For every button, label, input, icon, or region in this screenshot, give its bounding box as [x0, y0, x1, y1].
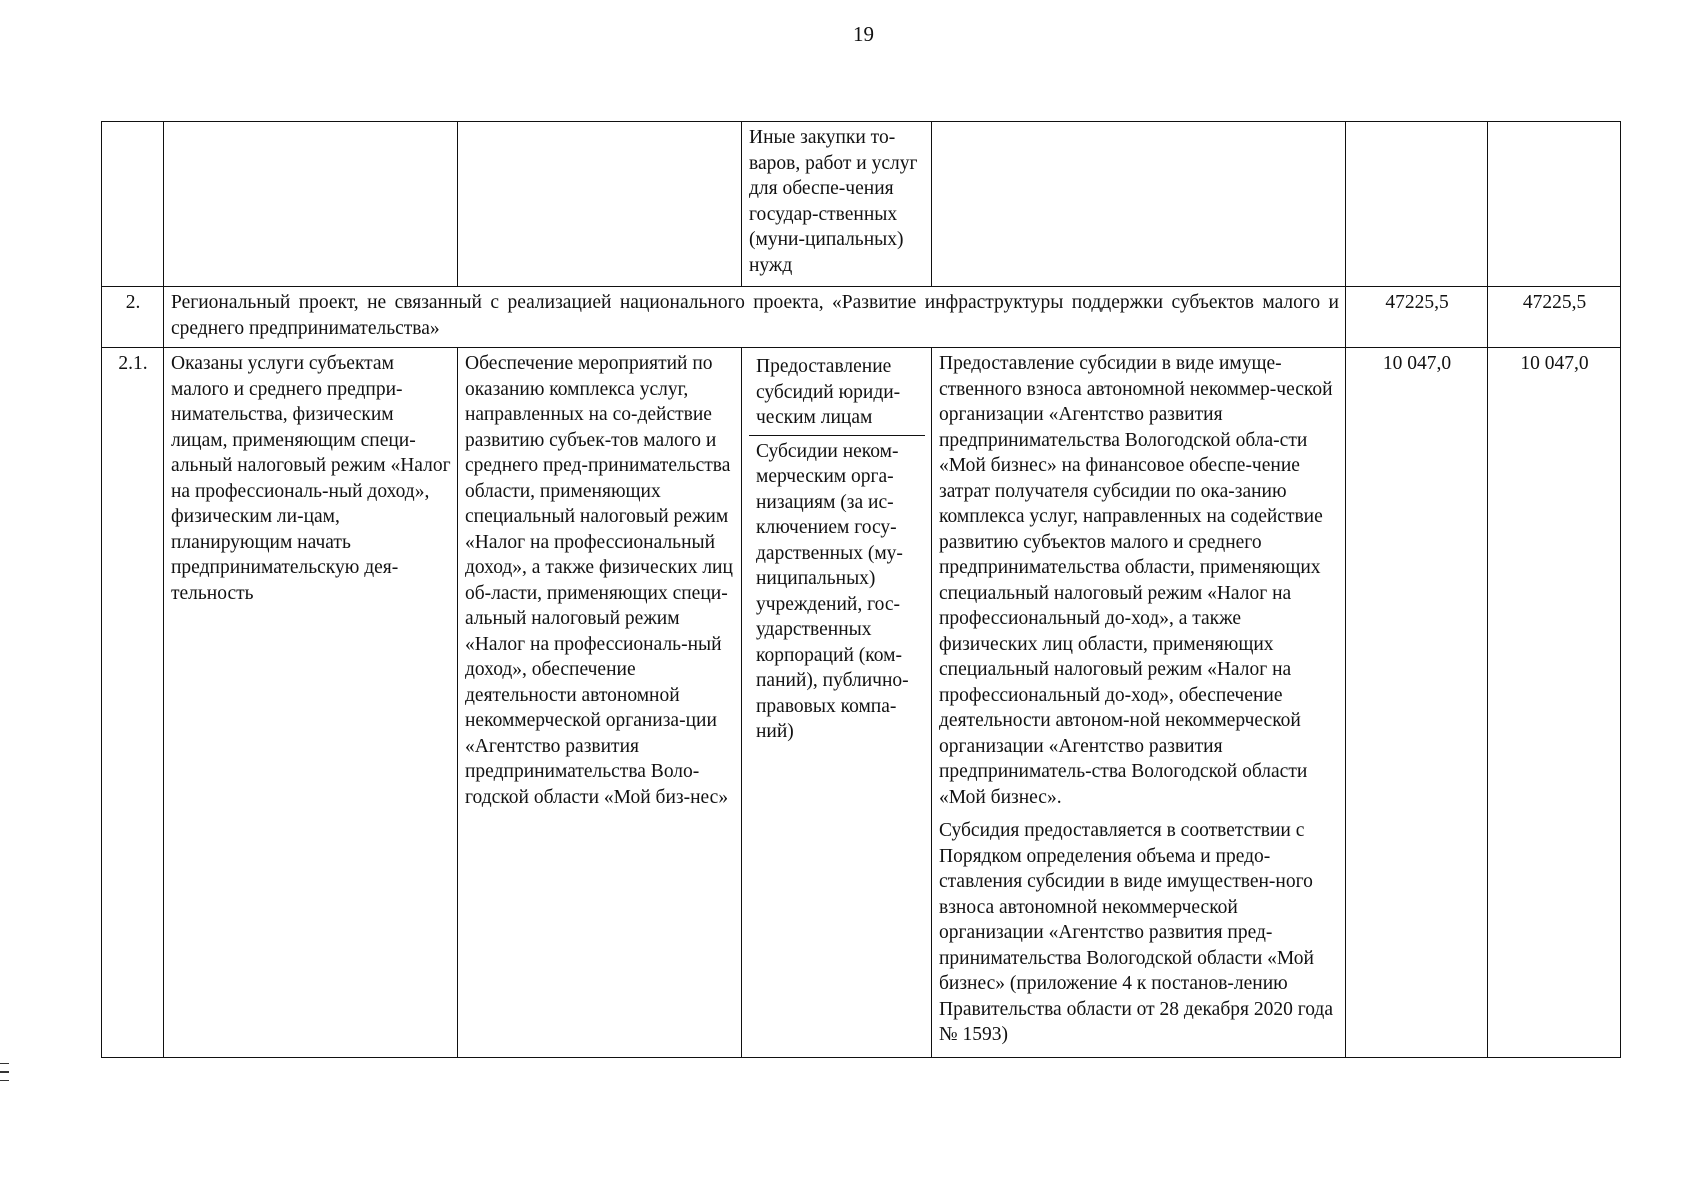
row-number: 2.	[102, 287, 164, 348]
cell-description	[932, 122, 1346, 287]
table-row-continuation	[102, 122, 1621, 287]
cell-amount-2	[1488, 122, 1621, 287]
cell-description	[932, 348, 1346, 1058]
activity-text: Обеспечение мероприятий по оказанию комплекса услуг, направленных на со-действие развитию субъек-тов малого и среднего пред-принимательства области, применяющих специальный налоговый режим «Налог на профессиональный доход», а также физических лиц об-ласти, применяющих специ-альный налоговый режим «Налог на профессиональ-ный доход», обеспечение деятельности автономной некоммерческой организа-ции «Агентство развития предпринимательства Воло-годской области «Мой биз-нес»	[458, 348, 742, 1058]
binding-marks	[0, 1063, 9, 1088]
cell-activity	[458, 122, 742, 287]
amount-1: 47225,5	[1346, 287, 1488, 348]
cell-expense-type	[742, 122, 932, 287]
amount-2: 47225,5	[1488, 287, 1621, 348]
cell-expense-type	[742, 348, 932, 1058]
description-paragraph: Предоставление субсидии в виде имуще-ственного взноса автономной некоммер-ческой организации «Агентство развития предпринимательства Вологодской обла-сти «Мой бизнес» на финансовое обеспе-чение затрат получателя субсидии по ока-занию комплекса услуг, направленных на содействие развитию субъектов малого и среднего предпринимательства области, применяющих специальный налоговый режим «Налог на профессиональный до-ход», а также физических лиц области, применяющих специальный налоговый режим «Налог на профессиональный до-ход», обеспечение деятельности автоном-ной некоммерческой организации «Агентство развития предприниматель-ства Вологодской области «Мой бизнес».	[939, 353, 1333, 808]
expense-type-bottom: Субсидии неком-мерческим орга-низациям (за ис-ключением госу-дарственных (му-ниципальных) учреждений, гос-ударственных корпораций (ком-паний), публично-правовых компа-ний)	[756, 440, 909, 742]
cell-amount-1	[1346, 122, 1488, 287]
expense-type-text: Иные закупки то-варов, работ и услуг для обеспе-чения государ-ственных (муни-ципальных) нужд	[749, 127, 918, 276]
amount-1: 10 047,0	[1346, 348, 1488, 1058]
table-row-2-1	[102, 348, 1621, 1058]
page-number: 19	[853, 22, 874, 46]
table-row-2	[102, 287, 1621, 348]
result-text: Оказаны услуги субъектам малого и среднего предпри-нимательства, физическим лицам, применяющим специ-альный налоговый режим «Налог на профессиональ-ный доход», физическим ли-цам, планирующим начать предпринимательскую дея-тельность	[164, 348, 458, 1058]
budget-table	[101, 121, 1621, 1058]
project-title: Региональный проект, не связанный с реализацией национального проекта, «Развитие инфраструктуры поддержки субъектов малого и среднего предпринимательства»	[164, 287, 1346, 348]
row-number: 2.1.	[102, 348, 164, 1058]
cell-result	[164, 122, 458, 287]
expense-type-top: Предоставление субсидий юриди-ческим лицам	[749, 351, 925, 436]
amount-2: 10 047,0	[1488, 348, 1621, 1058]
cell-number	[102, 122, 164, 287]
description-paragraph: Субсидия предоставляется в соответствии с Порядком определения объема и предо-ставления субсидии в виде имуществен-ного взноса автономной некоммерческой организации «Агентство развития пред-принимательства Вологодской области «Мой бизнес» (приложение 4 к постанов-лению Правительства области от 28 декабря 2020 года № 1593)	[939, 820, 1333, 1045]
